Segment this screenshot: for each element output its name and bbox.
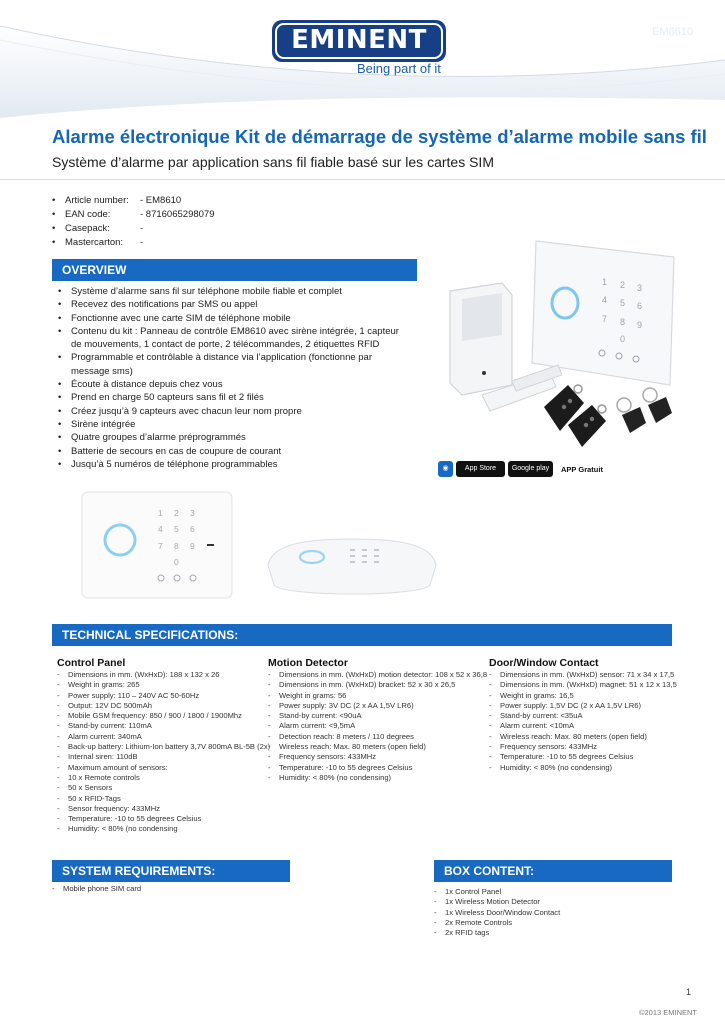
list-item: • Recevez des notifications par SMS ou appel — [58, 298, 410, 311]
spec-item: - Weight in grams: 16,5 — [489, 691, 677, 701]
spec-item: - Alarm current: <9,5mA — [268, 721, 487, 731]
article-info — [52, 194, 215, 250]
front-keypad-key: 3 — [190, 508, 195, 518]
divider — [0, 179, 725, 180]
front-keypad-key: 4 — [158, 524, 163, 534]
list-item: - 1x Control Panel — [434, 887, 560, 897]
list-item: - 2x Remote Controls — [434, 918, 560, 928]
control-panel-side-image — [262, 535, 442, 605]
ghost-product-code: EM8610 — [652, 26, 693, 38]
keypad-key: 4 — [602, 295, 608, 305]
spec-item: - Power supply: 3V DC (2 x AA 1,5V LR6) — [268, 701, 487, 711]
ean-row: • EAN code: - 8716065298079 — [52, 208, 215, 222]
control-panel-front-image — [80, 490, 236, 602]
spec-item: - Temperature: -10 to 55 degrees Celsius — [268, 763, 487, 773]
google-play-badge[interactable]: Google play — [508, 461, 553, 477]
spec-item: - Dimensions in mm. (WxHxD) magnet: 51 x 12 x 13,5 — [489, 680, 677, 690]
list-item: • Prend en charge 50 capteurs sans fil et 2 filés — [58, 391, 410, 404]
motion-detector-specs — [268, 670, 487, 783]
spec-item: - Power supply: 110 – 240V AC 50-60Hz — [57, 691, 270, 701]
mastercarton-row: • Mastercarton: - — [52, 236, 215, 250]
list-item: • Batterie de secours en cas de coupure de courant — [58, 445, 410, 458]
header-swoosh — [0, 0, 725, 118]
spec-item: - Stand-by current: 110mA — [57, 721, 270, 731]
spec-item: - Back-up battery: Lithium-Ion battery 3,7V 800mA BL-5B (2x) — [57, 742, 270, 752]
page-header — [0, 0, 725, 118]
alarm-kit-product-image — [440, 235, 680, 460]
spec-item: - Dimensions in mm. (WxHxD): 188 x 132 x 26 — [57, 670, 270, 680]
spec-item: - Humidity: < 80% (no condensing) — [268, 773, 487, 783]
copyright: ©2013 EMINENT — [638, 1008, 697, 1017]
eminent-app-icon: ◉ — [438, 461, 453, 477]
spec-item: - Mobile GSM frequency: 850 / 900 / 1800 / 1900Mhz — [57, 711, 270, 721]
spec-item: - Detection reach: 8 meters / 110 degrees — [268, 732, 487, 742]
spec-item: - 50 x Sensors — [57, 783, 270, 793]
spec-item: - Frequency sensors: 433MHz — [268, 752, 487, 762]
system-requirements-list — [52, 884, 141, 894]
keypad-key: 1 — [602, 277, 608, 287]
spec-item: - Humidity: < 80% (no condensing — [57, 824, 270, 834]
spec-item: - Weight in grams: 265 — [57, 680, 270, 690]
door-window-contact-specs — [489, 670, 677, 773]
front-keypad-key: 5 — [174, 524, 179, 534]
spec-item: - 50 x RFID-Tags — [57, 794, 270, 804]
spec-item: - Internal siren: 110dB — [57, 752, 270, 762]
front-keypad-key: 1 — [158, 508, 163, 518]
page-number: 1 — [685, 987, 691, 997]
spec-item: - Stand-by current: <35uA — [489, 711, 677, 721]
app-store-badge[interactable]: App Store — [456, 461, 505, 477]
list-item: - 1x Wireless Door/Window Contact — [434, 908, 560, 918]
keypad-key: 5 — [620, 298, 626, 308]
spec-item: - Dimensions in mm. (WxHxD) sensor: 71 x 34 x 17,5 — [489, 670, 677, 680]
spec-item: - Dimensions in mm. (WxHxD) motion detector: 108 x 52 x 36,8 — [268, 670, 487, 680]
list-item: • Contenu du kit : Panneau de contrôle EM8610 avec sirène intégrée, 1 capteur de mouvements, 1 contact de porte, 2 télécommandes, 2 étiquettes RFID — [58, 325, 410, 352]
spec-item: - Output: 12V DC 500mAh — [57, 701, 270, 711]
spec-item: - Wireless reach: Max. 80 meters (open field) — [268, 742, 487, 752]
list-item: • Écoute à distance depuis chez vous — [58, 378, 410, 391]
box-content-list — [434, 887, 560, 938]
control-panel-specs — [57, 670, 270, 835]
system-requirements-heading: SYSTEM REQUIREMENTS: — [52, 860, 290, 882]
spec-item: - 10 x Remote controls — [57, 773, 270, 783]
spec-item: - Maximum amount of sensors: — [57, 763, 270, 773]
app-free-label: APP Gratuit — [561, 465, 603, 474]
list-item: • Créez jusqu’à 9 capteurs avec chacun leur nom propre — [58, 405, 410, 418]
overview-heading: OVERVIEW — [52, 259, 417, 281]
front-keypad-key: 6 — [190, 524, 195, 534]
spec-item: - Sensor frequency: 433MHz — [57, 804, 270, 814]
box-content-heading: BOX CONTENT: — [434, 860, 672, 882]
overview-list — [58, 285, 410, 471]
spec-item: - Weight in grams: 56 — [268, 691, 487, 701]
keypad-key: 0 — [620, 334, 626, 344]
list-item: • Fonctionne avec une carte SIM de téléphone mobile — [58, 312, 410, 325]
tech-specs-heading: TECHNICAL SPECIFICATIONS: — [52, 624, 672, 646]
motion-detector-heading: Motion Detector — [268, 657, 348, 669]
article-number-row: • Article number: - EM8610 — [52, 194, 215, 208]
list-item: • Sirène intégrée — [58, 418, 410, 431]
list-item: - 1x Wireless Motion Detector — [434, 897, 560, 907]
front-keypad-key: 0 — [174, 557, 179, 567]
logo-wordmark: EMINENT — [291, 25, 427, 55]
spec-item: - Temperature: -10 to 55 degrees Celsius — [489, 752, 677, 762]
spec-item: - Stand-by current: <90uA — [268, 711, 487, 721]
front-keypad-key: 2 — [174, 508, 179, 518]
list-item: • Quatre groupes d’alarme préprogrammés — [58, 431, 410, 444]
list-item: - 2x RFID tags — [434, 928, 560, 938]
spec-item: - Temperature: -10 to 55 degrees Celsius — [57, 814, 270, 824]
door-window-contact-heading: Door/Window Contact — [489, 657, 599, 669]
keypad-key: 3 — [637, 283, 643, 293]
list-item: - Mobile phone SIM card — [52, 884, 141, 894]
list-item: • Système d’alarme sans fil sur téléphone mobile fiable et complet — [58, 285, 410, 298]
front-keypad-key: 9 — [190, 541, 195, 551]
spec-item: - Humidity: < 80% (no condensing) — [489, 763, 677, 773]
spec-item: - Alarm current: <10mA — [489, 721, 677, 731]
spec-item: - Power supply: 1,5V DC (2 x AA 1,5V LR6) — [489, 701, 677, 711]
control-panel-heading: Control Panel — [57, 657, 126, 669]
spec-item: - Dimensions in mm. (WxHxD) bracket: 52 x 30 x 26,5 — [268, 680, 487, 690]
spec-item: - Wireless reach: Max. 80 meters (open field) — [489, 732, 677, 742]
list-item: • Jusqu’à 5 numéros de téléphone programmables — [58, 458, 410, 471]
spec-item: - Alarm current: 340mA — [57, 732, 270, 742]
brand-tagline: Being part of it — [357, 61, 441, 76]
keypad-key: 8 — [620, 317, 626, 327]
spec-item: - Frequency sensors: 433MHz — [489, 742, 677, 752]
keypad-key: 7 — [602, 314, 608, 324]
list-item: • Programmable et contrôlable à distance via l’application (fonctionne par message sms) — [58, 351, 410, 378]
front-keypad-key: 7 — [158, 541, 163, 551]
page-title: Alarme électronique Kit de démarrage de système d’alarme mobile sans fil — [52, 126, 707, 147]
page-subtitle: Système d’alarme par application sans fil fiable basé sur les cartes SIM — [52, 154, 494, 170]
keypad-key: 6 — [637, 301, 643, 311]
keypad-key: 9 — [637, 320, 643, 330]
casepack-row: • Casepack: - — [52, 222, 215, 236]
keypad-key: 2 — [620, 280, 626, 290]
front-keypad-key: 8 — [174, 541, 179, 551]
